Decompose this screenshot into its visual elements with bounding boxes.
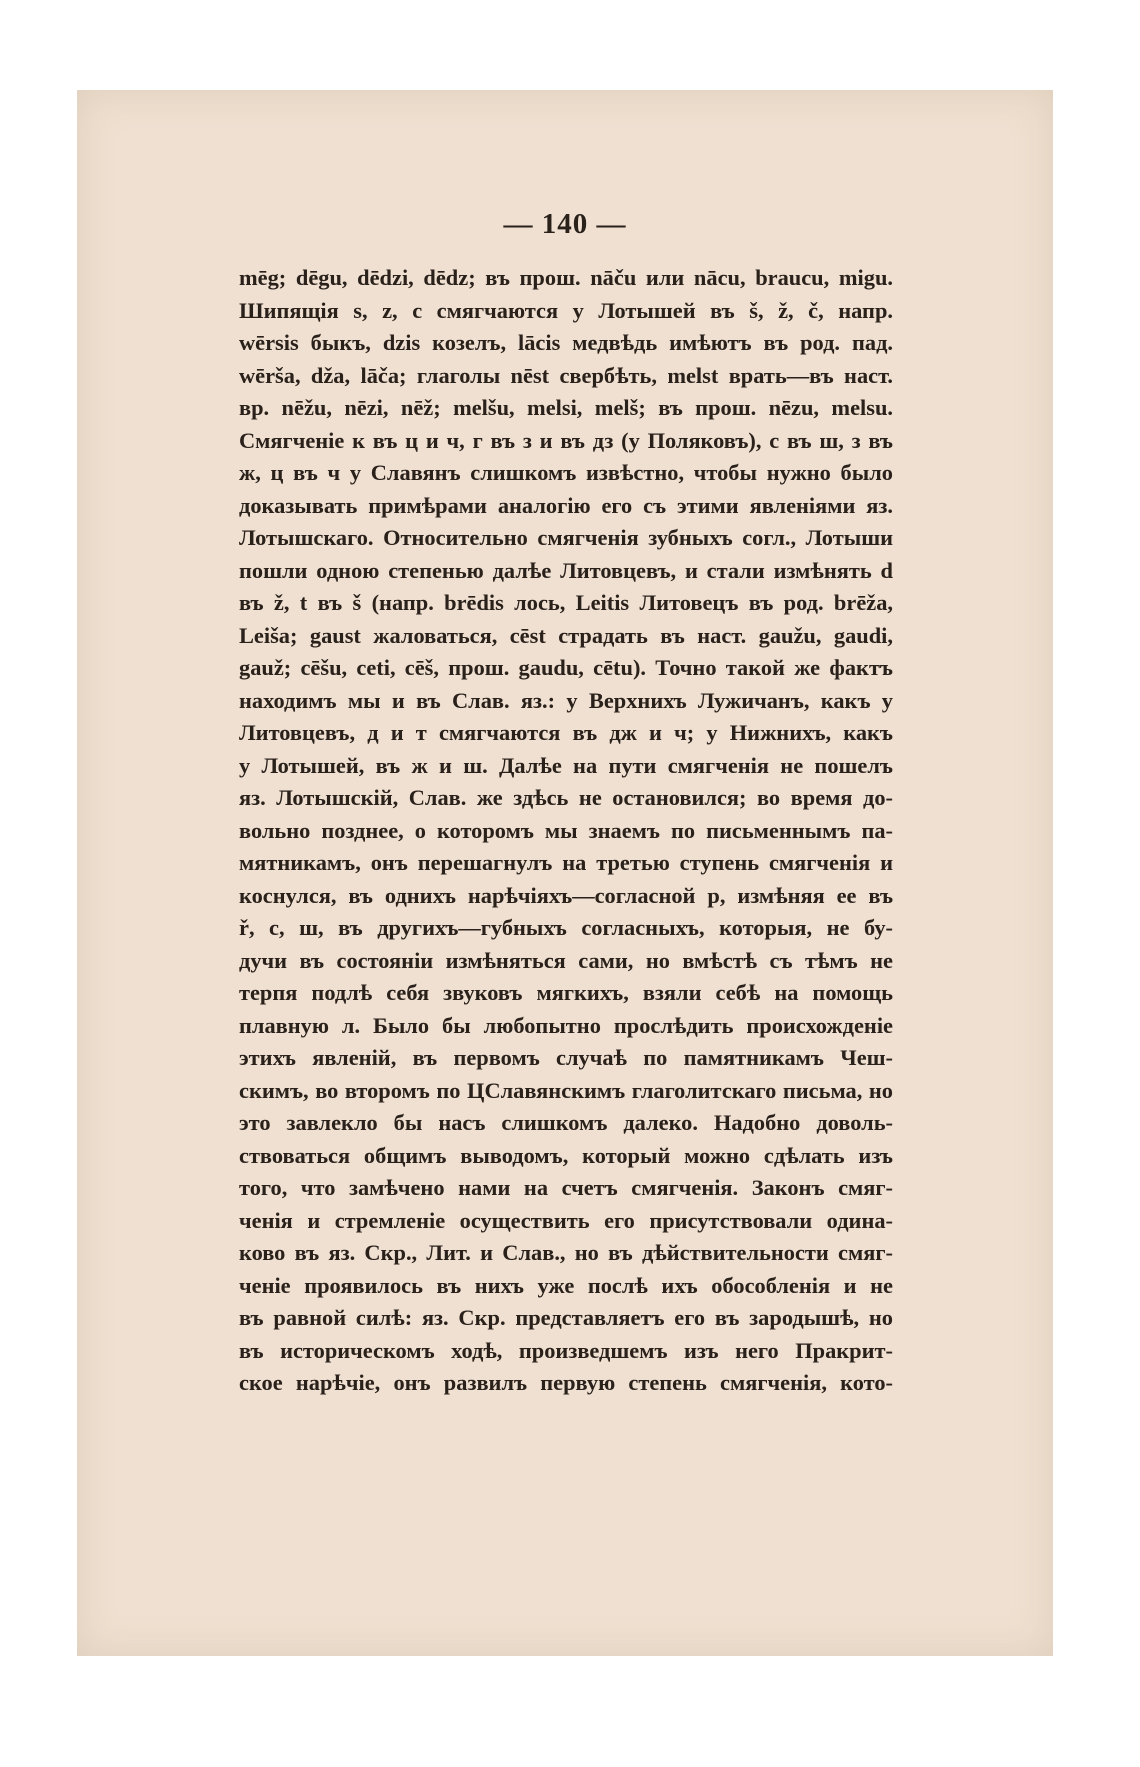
text-line: дучи въ состояніи измѣняться сами, но вмѣстѣ съ тѣмъ не xyxy=(239,947,893,973)
text-line: Шипящія s, z, c смягчаются у Лотышей въ š, ž, č, напр. xyxy=(239,297,893,323)
text-line: ствоваться общимъ выводомъ, который можно сдѣлать изъ xyxy=(239,1142,893,1168)
scanned-page xyxy=(77,90,1053,1656)
text-line: Leiša; gaust жаловаться, cēst страдать въ наст. gaužu, gaudi, xyxy=(239,622,893,648)
text-line: этихъ явленій, въ первомъ случаѣ по памятникамъ Чеш- xyxy=(239,1045,893,1070)
text-line: въ ž, t въ š (напр. brēdis лось, Leitis Литовецъ въ род. brēža, xyxy=(239,590,893,615)
text-line: находимъ мы и въ Слав. яз.: у Верхнихъ Лужичанъ, какъ у xyxy=(239,687,893,713)
text-line: Смягченіе к въ ц и ч, г въ з и въ дз (у Поляковъ), с въ ш, з въ xyxy=(239,427,893,453)
text-line: mēg; dēgu, dēdzi, dēdz; въ прош. nāču или nāсu, brauсu, migu. xyxy=(239,265,893,290)
text-line: плавную л. Было бы любопытно прослѣдить происхожденіе xyxy=(239,1012,893,1038)
text-line: того, что замѣчено нами на счетъ смягченія. Законъ смяг- xyxy=(239,1175,893,1200)
text-line: въ историческомъ ходѣ, произведшемъ изъ него Пракрит- xyxy=(239,1337,893,1363)
text-line: въ равной силѣ: яз. Скр. представляетъ его въ зародышѣ, но xyxy=(239,1305,893,1330)
text-line: коснулся, въ однихъ нарѣчіяхъ—согласной р, измѣняя ее въ xyxy=(239,882,893,908)
text-line: яз. Лотышскій, Слав. же здѣсь не остановился; во время до- xyxy=(239,785,893,810)
text-line: ř, с, ш, въ другихъ—губныхъ согласныхъ, которыя, не бу- xyxy=(239,915,893,940)
page-number: — 140 — xyxy=(503,208,627,240)
text-line: вр. nēžu, nēzi, nēž; melšu, melsi, melš; въ прош. nēzu, melsu. xyxy=(239,395,893,420)
text-line: ченіе проявилось въ нихъ уже послѣ ихъ обособленія и не xyxy=(239,1272,893,1298)
text-line: gauž; cēšu, ceti, cēš, прош. gaudu, cētu). Точно такой же фактъ xyxy=(239,655,893,680)
body-text xyxy=(239,262,893,1400)
text-line: пошли одною степенью далѣе Литовцевъ, и стали измѣнять d xyxy=(239,557,893,583)
text-line: Лотышскаго. Относительно смягченія зубныхъ согл., Лотыши xyxy=(239,525,893,550)
text-line: ченія и стремленіе осуществить его присутствовали одина- xyxy=(239,1207,893,1233)
text-line: мятникамъ, онъ перешагнулъ на третью ступень смягченія и xyxy=(239,850,893,875)
text-line: ское нарѣчіе, онъ развилъ первую степень смягченія, кото- xyxy=(239,1370,893,1395)
text-line: ж, ц въ ч у Славянъ слишкомъ извѣстно, чтобы нужно было xyxy=(239,460,893,485)
text-line: wērša, dža, lāča; глаголы nēst свербѣть, melst врать—въ наст. xyxy=(239,362,893,388)
text-line: вольно позднее, о которомъ мы знаемъ по письменнымъ па- xyxy=(239,817,893,843)
text-line: wērsis быкъ, dzis козелъ, lācis медвѣдь имѣютъ въ род. пад. xyxy=(239,330,893,355)
text-line: скимъ, во второмъ по ЦСлавянскимъ глаголитскаго письма, но xyxy=(239,1077,893,1103)
text-line: ково въ яз. Скр., Лит. и Слав., но въ дѣйствительности смяг- xyxy=(239,1240,893,1265)
text-line: доказывать примѣрами аналогію его съ этими явленіями яз. xyxy=(239,492,893,518)
text-line: терпя подлѣ себя звуковъ мягкихъ, взяли себѣ на помощь xyxy=(239,980,893,1005)
text-line: Литовцевъ, д и т смягчаются въ дж и ч; у Нижнихъ, какъ xyxy=(239,720,893,745)
text-line: это завлекло бы насъ слишкомъ далеко. Надобно доволь- xyxy=(239,1110,893,1135)
text-line: у Лотышей, въ ж и ш. Далѣе на пути смягченія не пошелъ xyxy=(239,752,893,778)
